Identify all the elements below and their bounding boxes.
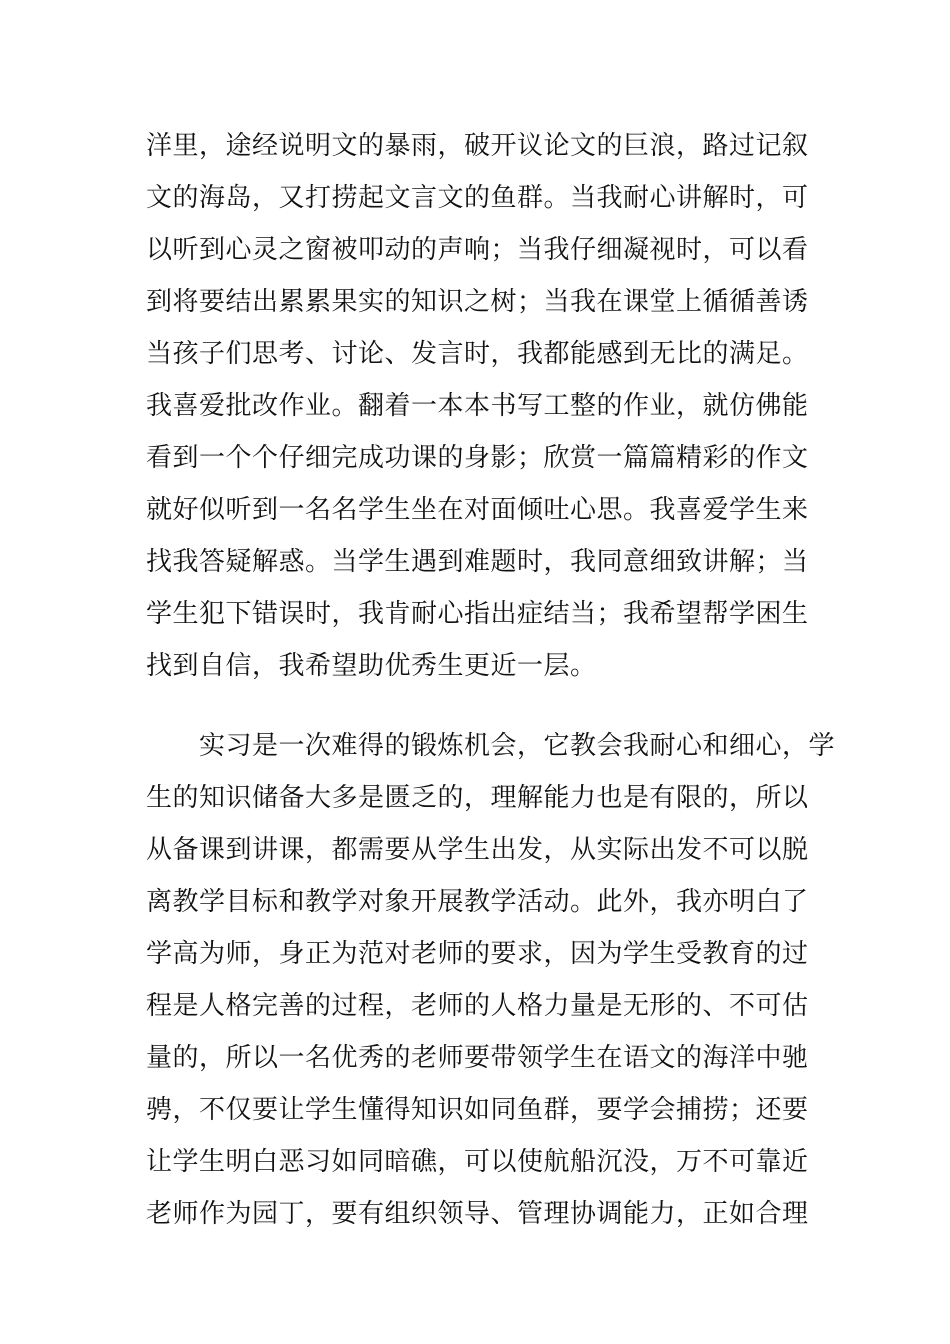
paragraph-line: 学生犯下错误时，我肯耐心指出症结当；我希望帮学困生 bbox=[146, 599, 809, 629]
paragraph-line: 文的海岛，又打捞起文言文的鱼群。当我耐心讲解时，可 bbox=[146, 183, 809, 213]
paragraph-line: 看到一个个仔细完成功课的身影；欣赏一篇篇精彩的作文 bbox=[146, 443, 809, 473]
paragraph-line: 到将要结出累累果实的知识之树；当我在课堂上循循善诱 bbox=[146, 287, 809, 317]
paragraph-line: 让学生明白恶习如同暗礁，可以使航船沉没，万不可靠近 bbox=[146, 1147, 809, 1177]
paragraph-1 bbox=[146, 120, 826, 692]
paragraph-line: 骋，不仅要让学生懂得知识如同鱼群，要学会捕捞；还要 bbox=[146, 1095, 809, 1125]
paragraph-line: 生的知识储备大多是匮乏的，理解能力也是有限的，所以 bbox=[146, 783, 809, 813]
paragraph-line: 我喜爱批改作业。翻着一本本书写工整的作业，就仿佛能 bbox=[146, 391, 809, 421]
paragraph-line: 程是人格完善的过程，老师的人格力量是无形的、不可估 bbox=[146, 991, 809, 1021]
paragraph-line: 就好似听到一名名学生坐在对面倾吐心思。我喜爱学生来 bbox=[146, 495, 809, 525]
paragraph-line: 从备课到讲课，都需要从学生出发，从实际出发不可以脱 bbox=[146, 835, 809, 865]
paragraph-line: 量的，所以一名优秀的老师要带领学生在语文的海洋中驰 bbox=[146, 1043, 809, 1073]
paragraph-line: 当孩子们思考、讨论、发言时，我都能感到无比的满足。 bbox=[146, 339, 809, 369]
paragraph-2 bbox=[146, 720, 836, 1240]
paragraph-line: 实习是一次难得的锻炼机会，它教会我耐心和细心，学 bbox=[146, 731, 836, 761]
paragraph-line: 找到自信，我希望助优秀生更近一层。 bbox=[146, 651, 597, 681]
paragraph-line: 洋里，途经说明文的暴雨，破开议论文的巨浪，路过记叙 bbox=[146, 131, 809, 161]
paragraph-line: 离教学目标和教学对象开展教学活动。此外，我亦明白了 bbox=[146, 887, 809, 917]
paragraph-line: 学高为师，身正为范对老师的要求，因为学生受教育的过 bbox=[146, 939, 809, 969]
paragraph-line: 找我答疑解惑。当学生遇到难题时，我同意细致讲解；当 bbox=[146, 547, 809, 577]
paragraph-line: 以听到心灵之窗被叩动的声响；当我仔细凝视时，可以看 bbox=[146, 235, 809, 265]
paragraph-line: 老师作为园丁，要有组织领导、管理协调能力，正如合理 bbox=[146, 1199, 809, 1229]
